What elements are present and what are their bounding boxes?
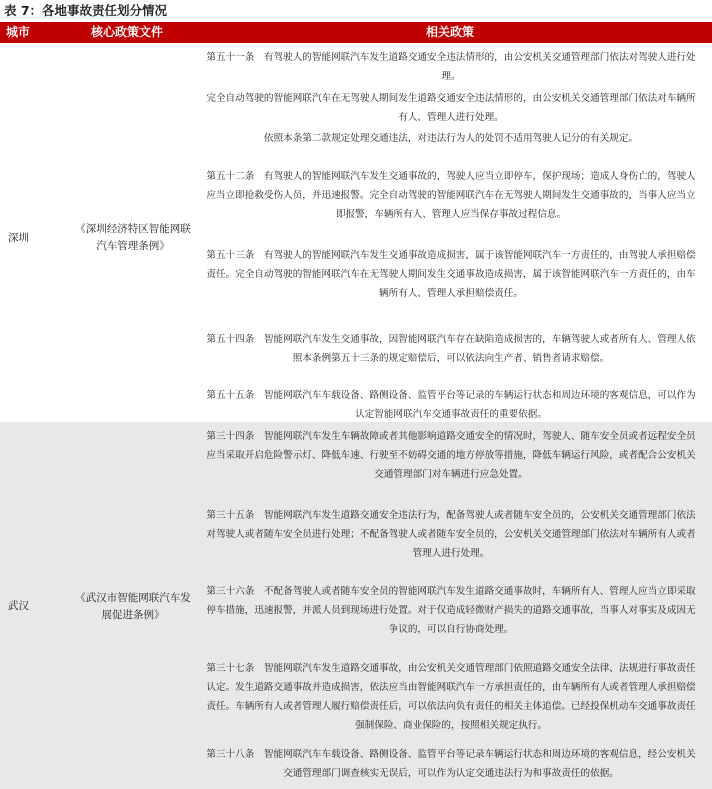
table-row-wuhan [0,422,712,789]
city-cell: 深圳 [8,232,29,244]
policy-article: 第五十三条 有驾驶人的智能网联汽车发生交通事故造成损害，属于该智能网联汽车一方责任的，由驾驶人承担赔偿责任。完全自动驾驶的智能网联汽车在无驾驶人期间发生交通事故造成损害，属于该智能网联汽车一方责任的，由车辆所有人、管理人承担赔偿责任。 [206,250,696,299]
policy-article: 第三十七条 智能网联汽车发生道路交通事故，由公安机关交通管理部门依照道路交通安全法律、法规进行事故责任认定。发生道路交通事故并造成损害，依法应当由智能网联汽车一方承担责任的，由车辆所有人或者管理人承担赔偿责任。车辆所有人或者管理人履行赔偿责任后，可以依法向负有责任的相关主体追偿。已经投保机动车交通事故责任强制保险、商业保险的，按照相关规定执行。 [206,663,696,731]
table-header [0,22,712,43]
policy-article: 完全自动驾驶的智能网联汽车在无驾驶人期间发生道路交通安全违法情形的，由公安机关交通管理部门依法对车辆所有人、管理人进行处理。 [206,93,696,123]
policy-article: 第三十六条 不配备驾驶人或者随车安全员的智能网联汽车发生道路交通事故时，车辆所有人、管理人应当立即采取停车措施，迅速报警，并派人员到现场进行处置。对于仅造成轻微财产损失的道路交通事故，当事人对事实及成因无争议的，可以自行协商处理。 [206,586,696,635]
city-cell: 武汉 [8,600,29,612]
policy-article: 依照本条第二款规定处理交通违法，对违法行为人的处罚不适用驾驶人记分的有关规定。 [263,133,639,144]
table-title: 表 7：各地事故责任划分情况 [4,3,168,18]
header-related-policy: 相关政策 [425,25,474,39]
policy-article: 第三十八条 智能网联汽车车载设备、路侧设备、监管平台等记录车辆运行状态和周边环境的客观信息，经公安机关交通管理部门调查核实无误后，可以作为认定交通违法行为和事故责任的依据。 [206,749,696,779]
policy-document-cell: 《武汉市智能网联汽车发展促进条例》 [75,592,191,621]
policy-article: 第三十四条 智能网联汽车发生车辆故障或者其他影响道路交通安全的情况时，驾驶人、随车安全员或者远程安全员应当采取开启危险警示灯、降低车速、行驶至不妨碍交通的地方停放等措施，降低车辆运行风险，或者配合公安机关交通管理部门对车辆进行应急处置。 [206,431,696,480]
table-row-shenzhen [0,43,712,422]
policy-article: 第三十五条 智能网联汽车发生道路交通安全违法行为，配备驾驶人或者随车安全员的，公安机关交通管理部门依法对驾驶人或者随车安全员进行处理；不配备驾驶人或者随车安全员的，公安机关交通管理部门依法对车辆所有人或者管理人进行处理。 [206,510,696,559]
header-core-document: 核心政策文件 [90,25,163,39]
policy-article: 第五十二条 有驾驶人的智能网联汽车发生交通事故的，驾驶人应当立即停车，保护现场；造成人身伤亡的，驾驶人应当立即抢救受伤人员，并迅速报警。完全自动驾驶的智能网联汽车在无驾驶人期间发生交通事故的，当事人应当立即报警，车辆所有人、管理人应当保存事故过程信息。 [206,171,696,220]
policy-article: 第五十一条 有驾驶人的智能网联汽车发生道路交通安全违法情形的，由公安机关交通管理部门依法对驾驶人进行处理。 [206,52,696,82]
header-city: 城市 [6,25,31,39]
policy-document-cell: 《深圳经济特区智能网联汽车管理条例》 [75,223,191,252]
policy-article: 第五十四条 智能网联汽车发生交通事故，因智能网联汽车存在缺陷造成损害的，车辆驾驶人或者所有人、管理人依照本条例第五十三条的规定赔偿后，可以依法向生产者、销售者请求赔偿。 [206,334,696,364]
policy-article: 第五十五条 智能网联汽车车载设备、路侧设备、监管平台等记录的车辆运行状态和周边环境的客观信息，可以作为认定智能网联汽车交通事故责任的重要依据。 [206,390,696,420]
